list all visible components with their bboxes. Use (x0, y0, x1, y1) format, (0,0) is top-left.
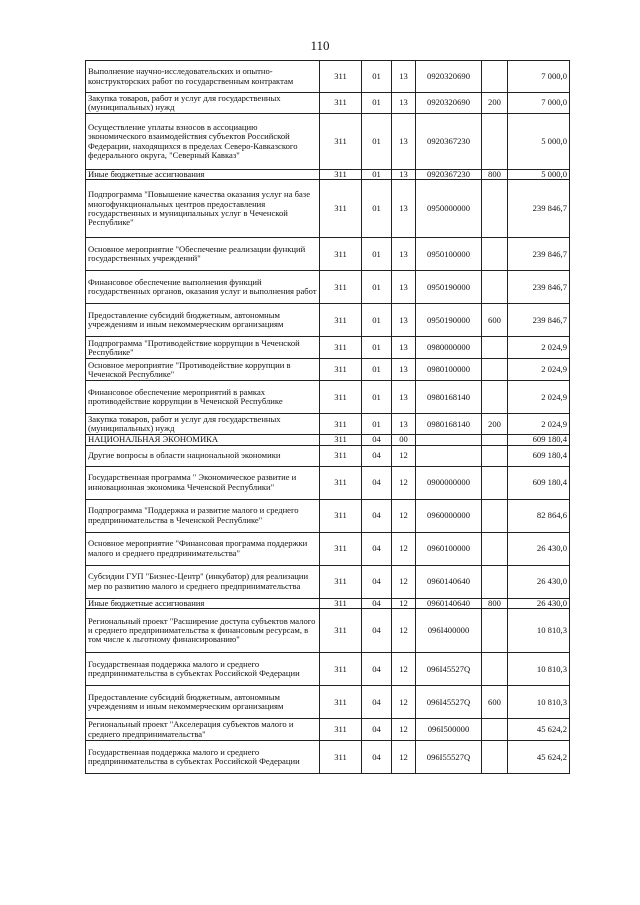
table-row (86, 414, 570, 435)
expense-type-cell (482, 719, 508, 741)
ministry-code-cell: 311 (320, 466, 362, 499)
expense-type-cell: 600 (482, 686, 508, 719)
table-row (86, 653, 570, 686)
ministry-code-cell: 311 (320, 304, 362, 337)
row-name-cell: Региональный проект "Расширение доступа субъектов малого и среднего предпринимательства к финансовым ресурсам, в том числе к льготному финансированию" (86, 609, 320, 653)
section-code-cell: 01 (362, 114, 392, 170)
section-code-cell: 01 (362, 61, 392, 93)
row-name-cell: Финансовое обеспечение мероприятий в рамках противодействие коррупции в Чеченской Республике (86, 381, 320, 414)
row-name-cell: Иные бюджетные ассигнования (86, 598, 320, 608)
row-name-cell: Подпрограмма "Повышение качества оказания услуг на базе многофункциональных центров предоставления государственных и муниципальных услуг в Чеченской Республике" (86, 180, 320, 238)
table-row (86, 741, 570, 774)
row-name-cell: Предоставление субсидий бюджетным, автономным учреждениям и иным некоммерческим организациям (86, 686, 320, 719)
target-article-cell: 096I55527Q (416, 741, 482, 774)
ministry-code-cell: 311 (320, 499, 362, 532)
table-row (86, 93, 570, 114)
section-code-cell: 04 (362, 435, 392, 445)
row-name-cell: Выполнение научно-исследовательских и опытно-конструкторских работ по государственным контрактам (86, 61, 320, 93)
subsection-code-cell: 12 (392, 719, 416, 741)
section-code-cell: 04 (362, 532, 392, 565)
target-article-cell: 0950190000 (416, 304, 482, 337)
section-code-cell: 04 (362, 609, 392, 653)
ministry-code-cell: 311 (320, 93, 362, 114)
amount-cell: 5 000,0 (508, 170, 570, 180)
amount-cell: 45 624,2 (508, 741, 570, 774)
target-article-cell: 0980100000 (416, 359, 482, 381)
ministry-code-cell: 311 (320, 61, 362, 93)
row-name-cell: Субсидии ГУП "Бизнес-Центр" (инкубатор) для реализации мер по развитию малого и среднего предпринимательства (86, 565, 320, 598)
subsection-code-cell: 12 (392, 466, 416, 499)
section-code-cell: 04 (362, 499, 392, 532)
row-name-cell: Региональный проект "Акселерация субъектов малого и среднего предпринимательства" (86, 719, 320, 741)
subsection-code-cell: 13 (392, 114, 416, 170)
expense-type-cell: 200 (482, 93, 508, 114)
target-article-cell: 0950100000 (416, 238, 482, 271)
amount-cell: 609 180,4 (508, 445, 570, 466)
table-row (86, 180, 570, 238)
section-code-cell: 01 (362, 414, 392, 435)
row-name-cell: Закупка товаров, работ и услуг для государственных (муниципальных) нужд (86, 93, 320, 114)
expense-type-cell (482, 499, 508, 532)
subsection-code-cell: 12 (392, 609, 416, 653)
target-article-cell: 0980168140 (416, 381, 482, 414)
row-name-cell: Закупка товаров, работ и услуг для государственных (муниципальных) нужд (86, 414, 320, 435)
expense-type-cell (482, 653, 508, 686)
table-row (86, 565, 570, 598)
row-name-cell: Подпрограмма "Противодействие коррупции в Чеченской Республике" (86, 337, 320, 359)
subsection-code-cell: 13 (392, 271, 416, 304)
ministry-code-cell: 311 (320, 653, 362, 686)
amount-cell: 239 846,7 (508, 238, 570, 271)
section-code-cell: 01 (362, 359, 392, 381)
ministry-code-cell: 311 (320, 686, 362, 719)
table-row (86, 435, 570, 445)
row-name-cell: НАЦИОНАЛЬНАЯ ЭКОНОМИКА (86, 435, 320, 445)
target-article-cell: 096I500000 (416, 719, 482, 741)
subsection-code-cell: 12 (392, 445, 416, 466)
expense-type-cell: 800 (482, 170, 508, 180)
expense-type-cell (482, 466, 508, 499)
expense-type-cell: 600 (482, 304, 508, 337)
table-row (86, 381, 570, 414)
subsection-code-cell: 12 (392, 741, 416, 774)
ministry-code-cell: 311 (320, 532, 362, 565)
row-name-cell: Иные бюджетные ассигнования (86, 170, 320, 180)
budget-table (85, 60, 570, 774)
ministry-code-cell: 311 (320, 565, 362, 598)
expense-type-cell (482, 61, 508, 93)
section-code-cell: 04 (362, 741, 392, 774)
expense-type-cell (482, 609, 508, 653)
ministry-code-cell: 311 (320, 337, 362, 359)
section-code-cell: 01 (362, 304, 392, 337)
target-article-cell: 096I45527Q (416, 653, 482, 686)
amount-cell: 2 024,9 (508, 337, 570, 359)
expense-type-cell (482, 337, 508, 359)
amount-cell: 5 000,0 (508, 114, 570, 170)
table-row (86, 238, 570, 271)
ministry-code-cell: 311 (320, 435, 362, 445)
row-name-cell: Финансовое обеспечение выполнения функций государственных органов, оказания услуг и выполнения работ (86, 271, 320, 304)
row-name-cell: Осуществление уплаты взносов в ассоциацию экономического взаимодействия субъектов Российской Федерации, находящихся в пределах Северо-Кавказского федерального округа, "Северный Кавказ" (86, 114, 320, 170)
section-code-cell: 01 (362, 93, 392, 114)
subsection-code-cell: 13 (392, 359, 416, 381)
target-article-cell (416, 445, 482, 466)
expense-type-cell (482, 114, 508, 170)
ministry-code-cell: 311 (320, 609, 362, 653)
table-row (86, 271, 570, 304)
subsection-code-cell: 13 (392, 238, 416, 271)
amount-cell: 10 810,3 (508, 686, 570, 719)
ministry-code-cell: 311 (320, 719, 362, 741)
ministry-code-cell: 311 (320, 170, 362, 180)
amount-cell: 26 430,0 (508, 598, 570, 608)
row-name-cell: Основное мероприятие "Финансовая программа поддержки малого и среднего предпринимательства" (86, 532, 320, 565)
target-article-cell: 096I400000 (416, 609, 482, 653)
expense-type-cell (482, 359, 508, 381)
amount-cell: 82 864,6 (508, 499, 570, 532)
expense-type-cell: 200 (482, 414, 508, 435)
target-article-cell: 0980168140 (416, 414, 482, 435)
ministry-code-cell: 311 (320, 381, 362, 414)
ministry-code-cell: 311 (320, 271, 362, 304)
target-article-cell: 0920320690 (416, 61, 482, 93)
amount-cell: 10 810,3 (508, 609, 570, 653)
amount-cell: 10 810,3 (508, 653, 570, 686)
section-code-cell: 01 (362, 238, 392, 271)
table-row (86, 466, 570, 499)
subsection-code-cell: 13 (392, 381, 416, 414)
table-row (86, 304, 570, 337)
table-row (86, 609, 570, 653)
expense-type-cell (482, 238, 508, 271)
amount-cell: 2 024,9 (508, 359, 570, 381)
expense-type-cell: 800 (482, 598, 508, 608)
subsection-code-cell: 13 (392, 170, 416, 180)
section-code-cell: 01 (362, 170, 392, 180)
expense-type-cell (482, 532, 508, 565)
row-name-cell: Основное мероприятие "Противодействие коррупции в Чеченской Республике" (86, 359, 320, 381)
target-article-cell: 0920320690 (416, 93, 482, 114)
target-article-cell: 0900000000 (416, 466, 482, 499)
table-row (86, 114, 570, 170)
section-code-cell: 01 (362, 337, 392, 359)
ministry-code-cell: 311 (320, 445, 362, 466)
target-article-cell (416, 435, 482, 445)
amount-cell: 26 430,0 (508, 532, 570, 565)
row-name-cell: Государственная поддержка малого и среднего предпринимательства в субъектах Российской Федерации (86, 741, 320, 774)
section-code-cell: 04 (362, 445, 392, 466)
row-name-cell: Основное мероприятие "Обеспечение реализации функций государственных учреждений" (86, 238, 320, 271)
section-code-cell: 04 (362, 565, 392, 598)
amount-cell: 239 846,7 (508, 180, 570, 238)
target-article-cell: 0960100000 (416, 532, 482, 565)
ministry-code-cell: 311 (320, 180, 362, 238)
subsection-code-cell: 13 (392, 304, 416, 337)
table-row (86, 499, 570, 532)
amount-cell: 7 000,0 (508, 93, 570, 114)
subsection-code-cell: 12 (392, 653, 416, 686)
row-name-cell: Другие вопросы в области национальной экономики (86, 445, 320, 466)
section-code-cell: 01 (362, 381, 392, 414)
amount-cell: 239 846,7 (508, 304, 570, 337)
row-name-cell: Подпрограмма "Поддержка и развитие малого и среднего предпринимательства в Чеченской Республике" (86, 499, 320, 532)
expense-type-cell (482, 741, 508, 774)
ministry-code-cell: 311 (320, 414, 362, 435)
section-code-cell: 04 (362, 719, 392, 741)
section-code-cell: 01 (362, 180, 392, 238)
amount-cell: 26 430,0 (508, 565, 570, 598)
table-row (86, 532, 570, 565)
target-article-cell: 0960000000 (416, 499, 482, 532)
expense-type-cell (482, 435, 508, 445)
amount-cell: 2 024,9 (508, 381, 570, 414)
target-article-cell: 0960140640 (416, 598, 482, 608)
target-article-cell: 0950000000 (416, 180, 482, 238)
table-row (86, 686, 570, 719)
expense-type-cell (482, 445, 508, 466)
table-row (86, 170, 570, 180)
amount-cell: 45 624,2 (508, 719, 570, 741)
section-code-cell: 04 (362, 653, 392, 686)
subsection-code-cell: 12 (392, 686, 416, 719)
amount-cell: 7 000,0 (508, 61, 570, 93)
section-code-cell: 01 (362, 271, 392, 304)
row-name-cell: Государственная поддержка малого и среднего предпринимательства в субъектах Российской Федерации (86, 653, 320, 686)
subsection-code-cell: 13 (392, 61, 416, 93)
ministry-code-cell: 311 (320, 741, 362, 774)
target-article-cell: 0920367230 (416, 170, 482, 180)
amount-cell: 2 024,9 (508, 414, 570, 435)
table-row (86, 359, 570, 381)
ministry-code-cell: 311 (320, 114, 362, 170)
subsection-code-cell: 12 (392, 565, 416, 598)
row-name-cell: Предоставление субсидий бюджетным, автономным учреждениям и иным некоммерческим организациям (86, 304, 320, 337)
amount-cell: 239 846,7 (508, 271, 570, 304)
section-code-cell: 04 (362, 686, 392, 719)
expense-type-cell (482, 180, 508, 238)
target-article-cell: 096I45527Q (416, 686, 482, 719)
section-code-cell: 04 (362, 598, 392, 608)
subsection-code-cell: 12 (392, 499, 416, 532)
table-row (86, 719, 570, 741)
amount-cell: 609 180,4 (508, 435, 570, 445)
page-number: 110 (310, 38, 330, 53)
table-row (86, 337, 570, 359)
subsection-code-cell: 13 (392, 93, 416, 114)
subsection-code-cell: 13 (392, 414, 416, 435)
expense-type-cell (482, 565, 508, 598)
row-name-cell: Государственная программа " Экономическое развитие и инновационная экономика Чеченской Республики" (86, 466, 320, 499)
target-article-cell: 0980000000 (416, 337, 482, 359)
ministry-code-cell: 311 (320, 238, 362, 271)
table-row (86, 598, 570, 608)
target-article-cell: 0950190000 (416, 271, 482, 304)
subsection-code-cell: 13 (392, 180, 416, 238)
table-row (86, 445, 570, 466)
amount-cell: 609 180,4 (508, 466, 570, 499)
table-row (86, 61, 570, 93)
section-code-cell: 04 (362, 466, 392, 499)
ministry-code-cell: 311 (320, 598, 362, 608)
subsection-code-cell: 12 (392, 598, 416, 608)
ministry-code-cell: 311 (320, 359, 362, 381)
subsection-code-cell: 12 (392, 532, 416, 565)
subsection-code-cell: 00 (392, 435, 416, 445)
subsection-code-cell: 13 (392, 337, 416, 359)
expense-type-cell (482, 271, 508, 304)
target-article-cell: 0920367230 (416, 114, 482, 170)
target-article-cell: 0960140640 (416, 565, 482, 598)
expense-type-cell (482, 381, 508, 414)
